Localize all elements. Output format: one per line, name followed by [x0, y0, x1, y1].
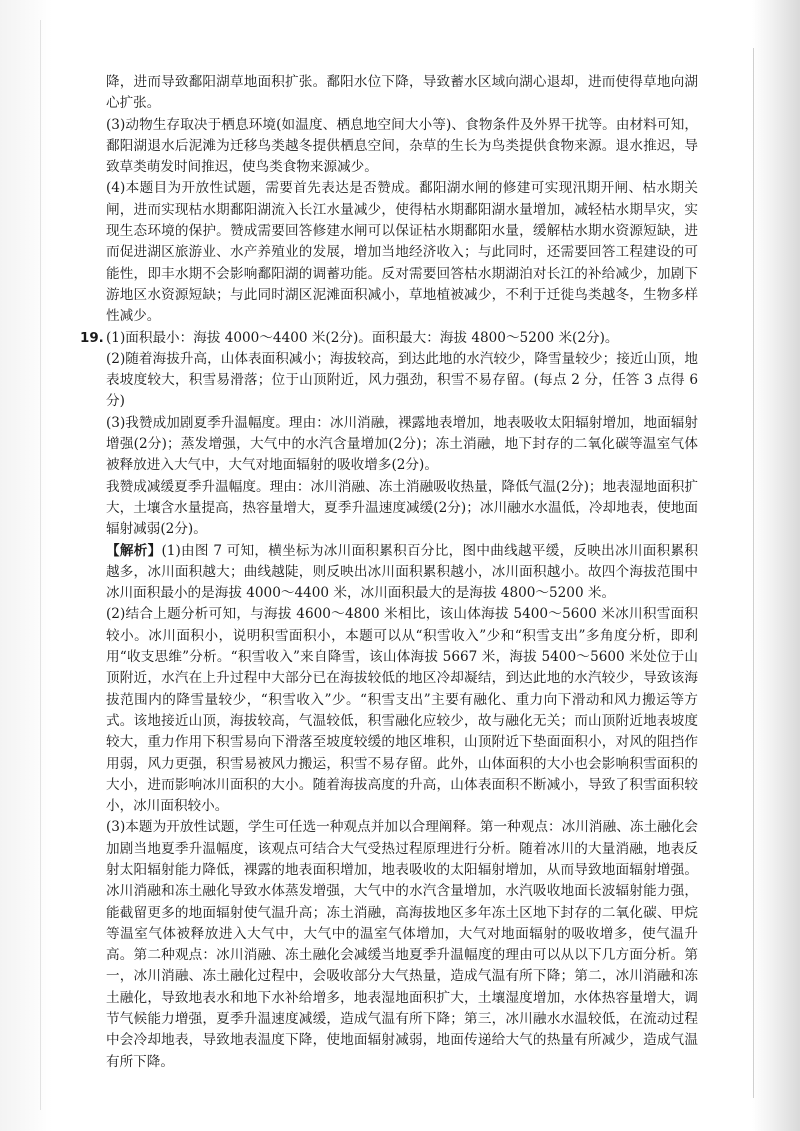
analysis-tag: 【解析】 [106, 542, 162, 559]
q18-paragraph-3: (3)动物生存取决于栖息环境(如温度、栖息地空间大小等)、食物条件及外界干扰等。由材料可知，鄱阳湖退水后泥滩为迁移鸟类越冬提供栖息空间，杂草的生长为鸟类提供食物来源。退水推迟，导致草类萌发时间推迟，使鸟类食物来源减少。 [106, 116, 698, 176]
scan-page-edge [753, 48, 754, 1098]
scan-shadow-left [0, 0, 52, 1131]
q19-number: 19. [80, 330, 104, 346]
q19-answer-2: (2)随着海拔升高，山体表面积减小；海拔较高，到达此地的水汽较少，降雪量较少；接近山顶，地表坡度较大，积雪易滑落；位于山顶附近，风力强劲，积雪不易存留。(每点 2 分，任答 3 点得 6 分) [106, 350, 698, 410]
scan-shadow-right [752, 0, 800, 1131]
q19-analysis-3: (3)本题为开放性试题，学生可任选一种观点并加以合理阐释。第一种观点：冰川消融、冻土融化会加剧当地夏季升温幅度，该观点可结合大气受热过程原理进行分析。随着冰川的大量消融，地表反射太阳辐射能力降低，裸露的地表面积增加，地表吸收的太阳辐射增加，从而导致地面辐射增强。冰川消融和冻土融化导致水体蒸发增强，大气中的水汽含量增加，水汽吸收地面长波辐射能力强，能截留更多的地面辐射使气温升高；冻土消融，高海拔地区多年冻土区地下封存的二氧化碳、甲烷等温室气体被释放进入大气中，大气中的温室气体增加，大气对地面辐射的吸收增多，使气温升高。第二种观点：冰川消融、冻土融化会减缓当地夏季升温幅度的理由可以从以下几方面分析。第一，冰川消融、冻土融化过程中，会吸收部分大气热量，造成气温有所下降；第二，冰川消融和冻土融化，导致地表水和地下水补给增多，地表湿地面积扩大，土壤湿度增加，水体热容量增大，调节气候能力增强，夏季升温速度减缓，造成气温有所下降；第三，冰川融水水温较低，在流动过程中会冷却地表，导致地表温度下降，使地面辐射减弱，地面传递给大气的热量有所减少，造成气温有所下降。 [106, 819, 698, 1070]
question-18-continuation [80, 72, 698, 328]
q19-answer-3-warming: (3)我赞成加剧夏季升温幅度。理由：冰川消融，裸露地表增加，地表吸收太阳辐射增加，地面辐射增强(2分)；蒸发增强，大气中的水汽含量增加(2分)；冻土消融，地下封存的二氧化碳等温室气体被释放进入大气中，大气对地面辐射的吸收增多(2分)。 [106, 414, 698, 474]
answer-page [80, 72, 698, 1073]
question-19 [80, 328, 698, 1073]
q19-analysis-1 [80, 541, 698, 605]
q19-analysis-2: (2)结合上题分析可知，与海拔 4600～4800 米相比，该山体海拔 5400～5600 米冰川积雪面积较小。冰川面积小，说明积雪面积小，本题可以从“积雪收入”少和“积雪支出”多角度分析，即利用“收支思维”分析。“积雪收入”来自降雪，该山体海拔 5667 米，海拔 5400～5600 米处位于山顶附近，水汽在上升过程中大部分已在海拔较低的地区冷却凝结，到达此地的水汽较少，导致该海拔范围内的降雪量较少，“积雪收入”少。“积雪支出”主要有融化、重力向下滑动和风力搬运等方式。该地接近山顶，海拔较高，气温较低，积雪融化应较少，故与融化无关；而山顶附近地表坡度较大，重力作用下积雪易向下滑落至坡度较缓的地区堆积，山顶附近下垫面面积小，对风的阻挡作用弱，风力更强，积雪易被风力搬运，积雪不易存留。此外，山体面积的大小也会影响积雪面积的大小，进而影响冰川面积的大小。随着海拔高度的升高，山体表面积不断减小，导致了积雪面积较小，冰川面积较小。 [106, 606, 698, 815]
q19-answer-body [106, 328, 698, 541]
q18-paragraph-4: (4)本题目为开放性试题，需要首先表达是否赞成。鄱阳湖水闸的修建可实现汛期开闸、枯水期关闸，进而实现枯水期鄱阳湖流入长江水量减少，使得枯水期鄱阳湖水量增加，减轻枯水期旱灾，实现生态环境的保护。赞成需要回答修建水闸可以保证枯水期鄱阳水量，缓解枯水期水资源短缺，进而促进湖区旅游业、水产养殖业的发展，增加当地经济收入；与此同时，还需要回答工程建设的可能性，即丰水期不会影响鄱阳湖的调蓄功能。反对需要回答枯水期湖泊对长江的补给减少，加剧下游地区水资源短缺；与此同时湖区泥滩面积减小，草地植被减少，不利于迁徙鸟类越冬，生物多样性减少。 [106, 180, 698, 325]
q19-header [80, 328, 698, 541]
q19-answer-1: (1)面积最小：海拔 4000～4400 米(2分)。面积最大：海拔 4800～5200 米(2分)。 [106, 329, 619, 346]
q19-answer-3-cooling: 我赞成减缓夏季升温幅度。理由：冰川消融、冻土消融吸收热量，降低气温(2分)；地表湿地面积扩大，土壤含水量提高，热容量增大，夏季升温速度减缓(2分)；冰川融水水温低，冷却地表，使地面辐射减弱(2分)。 [106, 478, 698, 538]
q19-analysis-1-text: (1)由图 7 可知，横坐标为冰川面积累积百分比，图中曲线越平缓，反映出冰川面积累积越多，冰川面积越大；曲线越陡，则反映出冰川面积累积越小，冰川面积越小。故四个海拔范围中冰川面积最小的是海拔 4000～4400 米，冰川面积最大的是海拔 4800～5200 米。 [106, 542, 699, 602]
scan-fold-line [40, 20, 41, 1110]
q18-paragraph-2-continued: 降，进而导致鄱阳湖草地面积扩张。鄱阳水位下降，导致蓄水区域向湖心退却，进而使得草地向湖心扩张。 [106, 74, 698, 112]
